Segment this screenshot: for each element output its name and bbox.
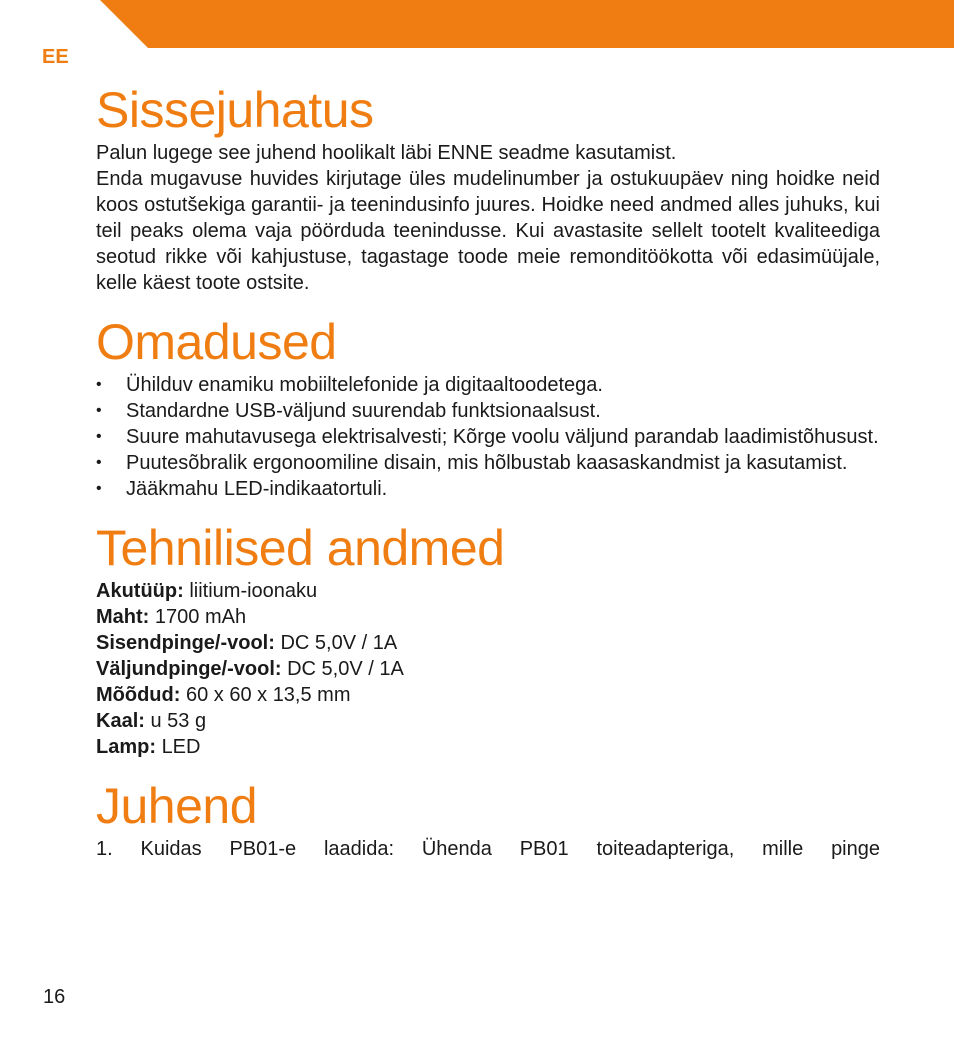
spec-value: 60 x 60 x 13,5 mm bbox=[185, 684, 351, 706]
section-features bbox=[96, 312, 880, 502]
section-title-specifications: Tehnilised andmed bbox=[96, 520, 505, 576]
section-title-introduction: Sissejuhatus bbox=[96, 82, 374, 138]
spec-row bbox=[96, 734, 880, 760]
spec-label: Sisendpinge/-vool: bbox=[96, 632, 275, 654]
bullet-icon: • bbox=[96, 402, 102, 419]
spec-value: LED bbox=[161, 736, 201, 758]
feature-text: Ühilduv enamiku mobiiltelefonide ja digitaaltoodetega. bbox=[126, 374, 603, 396]
spec-row bbox=[96, 656, 880, 682]
spec-label: Väljundpinge/-vool: bbox=[96, 658, 282, 680]
list-item bbox=[96, 476, 880, 502]
spec-value: 1700 mAh bbox=[154, 606, 247, 628]
bullet-icon: • bbox=[96, 480, 102, 497]
spec-row bbox=[96, 578, 880, 604]
spec-value: DC 5,0V / 1A bbox=[287, 658, 404, 680]
spec-row bbox=[96, 630, 880, 656]
spec-label: Kaal: bbox=[96, 710, 145, 732]
spec-label: Mõõdud: bbox=[96, 684, 181, 706]
section-title-features: Omadused bbox=[96, 314, 337, 370]
header-band bbox=[0, 0, 954, 48]
page-number: 16 bbox=[43, 986, 66, 1008]
bullet-icon: • bbox=[96, 454, 102, 471]
section-introduction bbox=[96, 80, 880, 296]
spec-row bbox=[96, 604, 880, 630]
guide-step-1: 1. Kuidas PB01-e laadida: Ühenda PB01 toiteadapteriga, mille pinge bbox=[96, 838, 880, 860]
section-guide bbox=[96, 776, 880, 862]
header-band-shape bbox=[100, 0, 954, 48]
spec-value: u 53 g bbox=[150, 710, 207, 732]
spec-label: Maht: bbox=[96, 606, 150, 628]
spec-row bbox=[96, 708, 880, 734]
list-item bbox=[96, 450, 880, 476]
list-item bbox=[96, 398, 880, 424]
section-title-guide: Juhend bbox=[96, 778, 258, 834]
page-content bbox=[96, 80, 880, 862]
section-specifications bbox=[96, 518, 880, 760]
feature-text: Suure mahutavusega elektrisalvesti; Kõrge voolu väljund parandab laadimistõhusust. bbox=[126, 426, 879, 448]
features-list bbox=[96, 372, 880, 502]
language-tag: EE bbox=[42, 46, 69, 68]
list-item bbox=[96, 424, 880, 450]
feature-text: Standardne USB-väljund suurendab funktsionaalsust. bbox=[126, 400, 601, 422]
spec-value: DC 5,0V / 1A bbox=[280, 632, 398, 654]
feature-text: Puutesõbralik ergonoomiline disain, mis hõlbustab kaasaskandmist ja kasutamist. bbox=[126, 452, 848, 474]
bullet-icon: • bbox=[96, 376, 102, 393]
list-item bbox=[96, 372, 880, 398]
intro-paragraph-1: Palun lugege see juhend hoolikalt läbi ENNE seadme kasutamist. bbox=[96, 142, 677, 164]
spec-value: liitium-ioonaku bbox=[189, 580, 318, 602]
bullet-icon: • bbox=[96, 428, 102, 445]
spec-label: Akutüüp: bbox=[96, 580, 184, 602]
spec-row bbox=[96, 682, 880, 708]
feature-text: Jääkmahu LED-indikaatortuli. bbox=[126, 478, 388, 500]
spec-label: Lamp: bbox=[96, 736, 156, 758]
intro-paragraph-2: Enda mugavuse huvides kirjutage üles mudelinumber ja ostukuupäev ning hoidke neid koos ostutšekiga garantii- ja teenindusinfo juures. Hoidke need andmed alles juhuks, kui teil peaks olema vaja pöörduda teenindusse. Kui avastasite sellelt tootelt kvaliteediga seotud rikke või kahjustuse, tagastage toode meie remonditöökotta või edasimüüjale, kelle käest toote ostsite. bbox=[96, 168, 880, 294]
